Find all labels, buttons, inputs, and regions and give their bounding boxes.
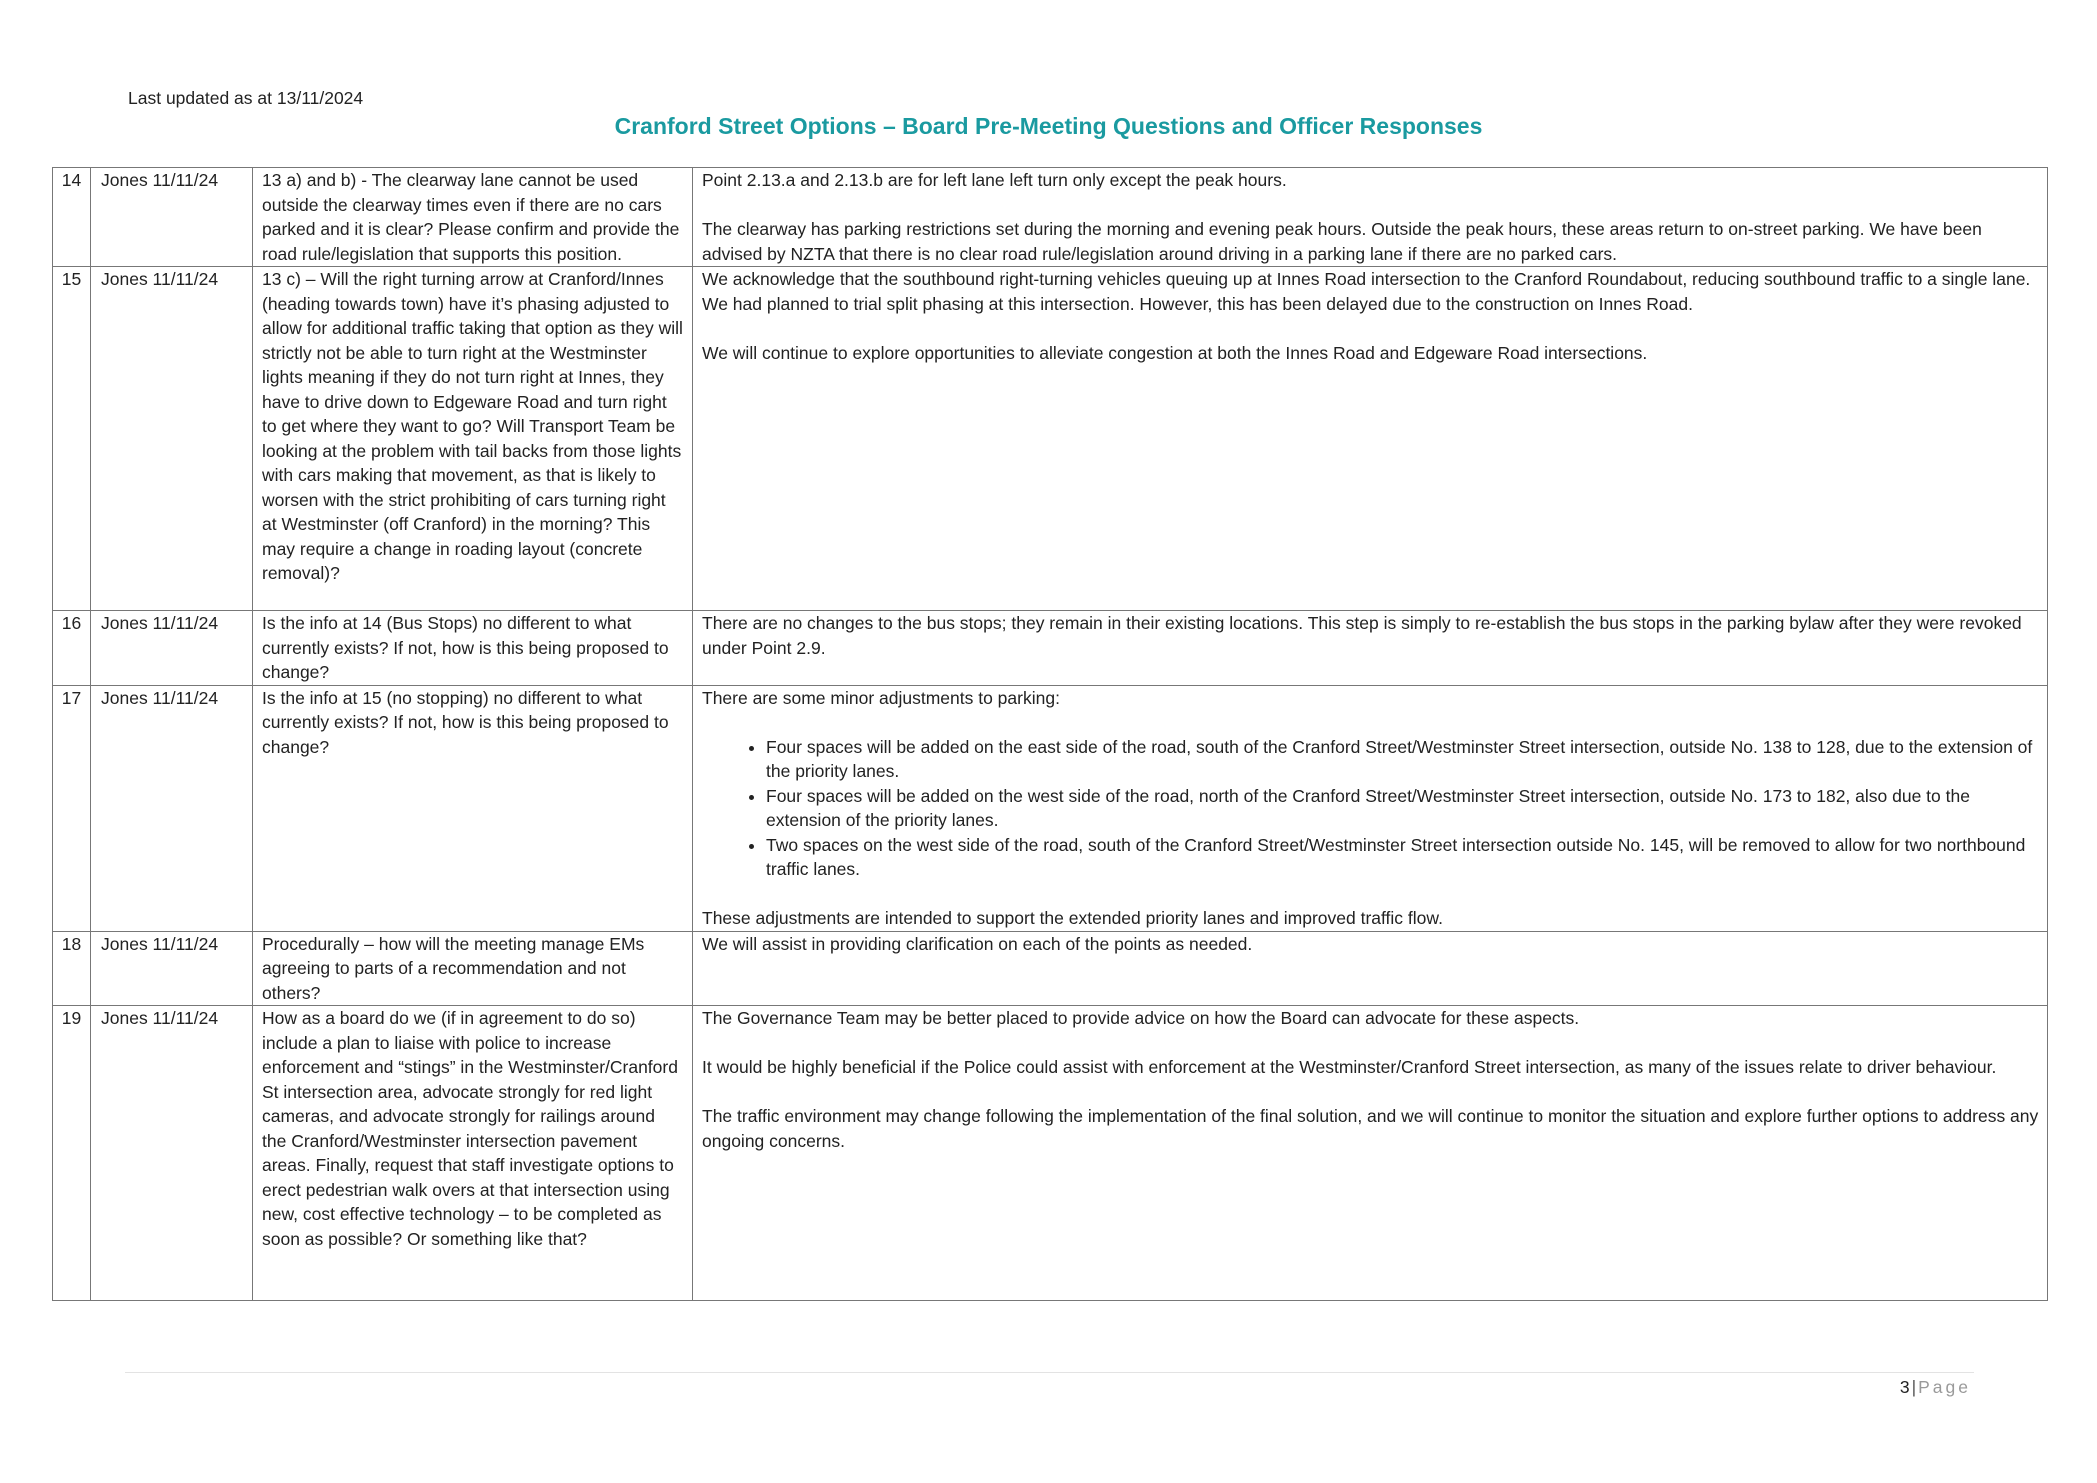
last-updated-date: Last updated as at 13/11/2024 [128, 88, 364, 108]
row-author-date: Jones 11/11/24 [91, 685, 253, 931]
table-row [53, 611, 2048, 686]
row-question: 13 a) and b) - The clearway lane cannot be used outside the clearway times even if there are no cars parked and it is clear? Please confirm and provide the road rule/legislation that supports this position. [253, 168, 693, 267]
response-paragraph: We will continue to explore opportunities to alleviate congestion at both the Innes Road and Edgeware Road intersections. [702, 342, 1648, 363]
response-paragraph: The clearway has parking restrictions set during the morning and evening peak hours. Outside the peak hours, these areas return to on-street parking. We have been advised by NZTA that there is no clear road rule/legislation around driving in a parking lane if there are no parked cars. [702, 219, 1982, 264]
table-row [53, 931, 2048, 1006]
response-paragraph: Point 2.13.a and 2.13.b are for left lane left turn only except the peak hours. [702, 170, 1287, 190]
row-question: How as a board do we (if in agreement to do so) include a plan to liaise with police to increase enforcement and “stings” in the Westminster/Cranford St intersection area, advocate strongly for red light cameras, and advocate strongly for railings around the Cranford/Westminster intersection pavement areas. Finally, request that staff investigate options to erect pedestrian walk overs at that intersection using new, cost effective technology – to be completed as soon as possible? Or something like that? [253, 1006, 693, 1301]
response-paragraph: It would be highly beneficial if the Police could assist with enforcement at the Westminster/Cranford Street intersection, as many of the issues relate to driver behaviour. [702, 1057, 1997, 1077]
row-question: Is the info at 15 (no stopping) no different to what currently exists? If not, how is this being proposed to change? [253, 685, 693, 931]
page-number [1900, 1377, 1971, 1398]
row-response [693, 168, 2048, 267]
page-label: Page [1918, 1377, 1971, 1397]
table-row [53, 267, 2048, 611]
row-number: 14 [53, 168, 91, 267]
row-question: 13 c) – Will the right turning arrow at Cranford/Innes (heading towards town) have it’s phasing adjusted to allow for additional traffic taking that option as they will strictly not be able to turn right at the Westminster lights meaning if they do not turn right at Innes, they have to drive down to Edgeware Road and turn right to get where they want to go? Will Transport Team be looking at the problem with tail backs from those lights with cars making that movement, as that is likely to worsen with the strict prohibiting of cars turning right at Westminster (off Cranford) in the morning? This may require a change in roading layout (concrete removal)? [253, 267, 693, 611]
response-paragraph: The traffic environment may change following the implementation of the final solution, and we will continue to monitor the situation and explore further options to address any ongoing concerns. [702, 1106, 2039, 1151]
table-row [53, 168, 2048, 267]
row-question: Procedurally – how will the meeting manage EMs agreeing to parts of a recommendation and not others? [253, 931, 693, 1006]
response-paragraph: We will assist in providing clarification on each of the points as needed. [702, 933, 1253, 954]
page-number-separator: | [1911, 1377, 1917, 1397]
row-author-date: Jones 11/11/24 [91, 1006, 253, 1301]
table-row [53, 685, 2048, 931]
response-intro: There are some minor adjustments to parking: [702, 687, 1060, 708]
list-item: • Two spaces on the west side of the road, south of the Cranford Street/Westminster Street intersection outside No. 145, will be removed to allow for two northbound traffic lanes. [766, 833, 2039, 882]
row-author-date: Jones 11/11/24 [91, 611, 253, 686]
response-paragraph: We acknowledge that the southbound right-turning vehicles queuing up at Innes Road intersection to the Cranford Roundabout, reducing southbound traffic to a single lane. We had planned to trial split phasing at this intersection. However, this has been delayed due to the construction on Innes Road. [702, 269, 2031, 314]
row-number: 17 [53, 685, 91, 931]
list-item: • Four spaces will be added on the west side of the road, north of the Cranford Street/Westminster Street intersection, outside No. 173 to 182, also due to the extension of the priority lanes. [766, 784, 2039, 833]
document-title: Cranford Street Options – Board Pre-Meeting Questions and Officer Responses [614, 113, 1483, 139]
row-question: Is the info at 14 (Bus Stops) no different to what currently exists? If not, how is this being proposed to change? [253, 611, 693, 686]
row-number: 18 [53, 931, 91, 1006]
list-item: • Four spaces will be added on the east side of the road, south of the Cranford Street/Westminster Street intersection, outside No. 138 to 128, due to the extension of the priority lanes. [766, 735, 2039, 784]
response-outro: These adjustments are intended to support the extended priority lanes and improved traffic flow. [702, 908, 1443, 928]
response-paragraph: The Governance Team may be better placed to provide advice on how the Board can advocate for these aspects. [702, 1008, 1580, 1028]
row-response [693, 1006, 2048, 1301]
questions-table [52, 167, 2048, 1301]
row-number: 15 [53, 267, 91, 611]
row-number: 19 [53, 1006, 91, 1301]
row-author-date: Jones 11/11/24 [91, 168, 253, 267]
row-author-date: Jones 11/11/24 [91, 267, 253, 611]
table-row [53, 1006, 2048, 1301]
row-response [693, 685, 2048, 931]
row-response [693, 931, 2048, 1006]
row-response [693, 611, 2048, 686]
response-paragraph: There are no changes to the bus stops; they remain in their existing locations. This step is simply to re-establish the bus stops in the parking bylaw after they were revoked under Point 2.9. [702, 613, 2022, 658]
row-response [693, 267, 2048, 611]
row-number: 16 [53, 611, 91, 686]
response-bullet-list [702, 735, 2039, 882]
row-author-date: Jones 11/11/24 [91, 931, 253, 1006]
page-number-value: 3 [1899, 1377, 1910, 1397]
footer-divider [125, 1372, 1974, 1373]
